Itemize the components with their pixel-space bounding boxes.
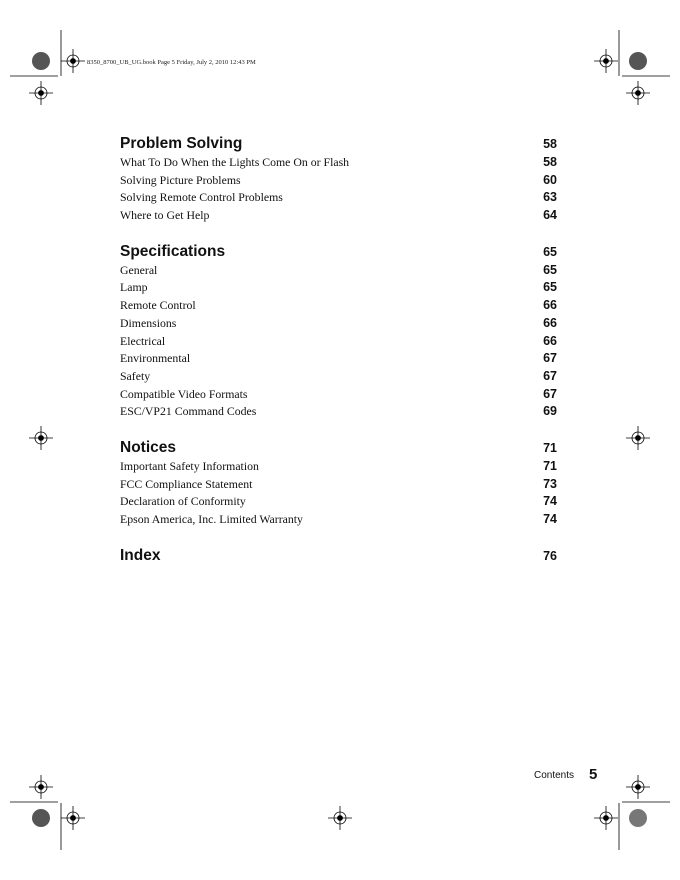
toc-entry — [120, 493, 557, 511]
toc-entry — [120, 297, 557, 315]
toc-entry — [120, 154, 557, 172]
registration-mark — [61, 49, 85, 73]
entry-label: Dimensions — [120, 315, 177, 330]
toc-entry — [120, 476, 557, 494]
entry-page: 63 — [543, 190, 557, 205]
toc-entry — [120, 386, 557, 404]
entry-page: 64 — [543, 208, 557, 223]
section-title: Specifications — [120, 242, 226, 260]
toc-entry — [120, 511, 557, 529]
entry-page: 67 — [543, 368, 557, 383]
footer-section-label: Contents — [534, 770, 575, 781]
toc-entry — [120, 458, 557, 476]
toc-entry — [120, 368, 557, 386]
toc-entry — [120, 189, 557, 207]
registration-mark — [29, 81, 53, 105]
registration-mark — [626, 81, 650, 105]
entry-page: 66 — [543, 298, 557, 313]
entry-page: 65 — [543, 280, 557, 295]
section-page: 76 — [543, 548, 557, 563]
section-title: Problem Solving — [120, 135, 243, 152]
registration-mark — [328, 806, 352, 830]
entry-page: 67 — [543, 351, 557, 366]
toc-section-problem-solving — [120, 134, 557, 225]
registration-mark — [626, 426, 650, 450]
entry-page: 73 — [543, 476, 557, 491]
toc-entry — [120, 207, 557, 225]
registration-dot-bottom-right — [629, 809, 647, 827]
registration-dot-top-left — [32, 52, 50, 70]
entry-label: Electrical — [120, 333, 166, 348]
entry-page: 71 — [543, 458, 557, 473]
entry-page: 58 — [543, 155, 557, 169]
entry-page: 65 — [543, 262, 557, 277]
toc-section-notices — [120, 438, 557, 529]
entry-label: Important Safety Information — [120, 458, 259, 473]
toc-entry — [120, 262, 557, 280]
entry-page: 67 — [543, 386, 557, 401]
section-page: 58 — [543, 137, 557, 151]
registration-mark — [626, 775, 650, 799]
book-slug: 8350_8700_UB_UG.book Page 5 Friday, July 2, 2010 12:43 PM — [87, 59, 256, 66]
registration-mark — [29, 426, 53, 450]
registration-mark — [29, 775, 53, 799]
toc-section-index — [120, 546, 557, 566]
registration-dot-top-right — [629, 52, 647, 70]
entry-label: Epson America, Inc. Limited Warranty — [120, 512, 303, 526]
entry-label: Lamp — [120, 280, 148, 295]
section-title: Index — [120, 546, 161, 564]
entry-page: 69 — [543, 404, 557, 419]
entry-page: 60 — [543, 172, 557, 187]
table-of-contents — [120, 134, 557, 583]
toc-entry — [120, 172, 557, 190]
entry-page: 74 — [543, 512, 557, 526]
entry-label: Safety — [120, 368, 151, 383]
entry-label: General — [120, 262, 158, 277]
registration-mark — [594, 49, 618, 73]
entry-page: 66 — [543, 315, 557, 330]
entry-label: Solving Picture Problems — [120, 172, 241, 187]
toc-entry — [120, 403, 557, 421]
entry-label: Environmental — [120, 351, 191, 366]
toc-section-specifications — [120, 242, 557, 421]
registration-mark — [594, 806, 618, 830]
entry-label: ESC/VP21 Command Codes — [120, 404, 257, 419]
section-title: Notices — [120, 438, 176, 456]
toc-entry — [120, 279, 557, 297]
section-page: 65 — [543, 244, 557, 259]
toc-entry — [120, 333, 557, 351]
entry-label: Remote Control — [120, 298, 196, 313]
entry-label: FCC Compliance Statement — [120, 476, 253, 491]
entry-label: Compatible Video Formats — [120, 386, 248, 401]
footer-page-number: 5 — [589, 766, 598, 783]
toc-entry — [120, 315, 557, 333]
entry-page: 74 — [543, 494, 557, 509]
entry-page: 66 — [543, 333, 557, 348]
registration-dot-bottom-left — [32, 809, 50, 827]
toc-entry — [120, 350, 557, 368]
section-page: 71 — [543, 440, 557, 455]
entry-label: Declaration of Conformity — [120, 494, 246, 509]
entry-label: What To Do When the Lights Come On or Flash — [120, 155, 350, 169]
entry-label: Solving Remote Control Problems — [120, 190, 283, 205]
registration-mark — [61, 806, 85, 830]
entry-label: Where to Get Help — [120, 208, 210, 223]
